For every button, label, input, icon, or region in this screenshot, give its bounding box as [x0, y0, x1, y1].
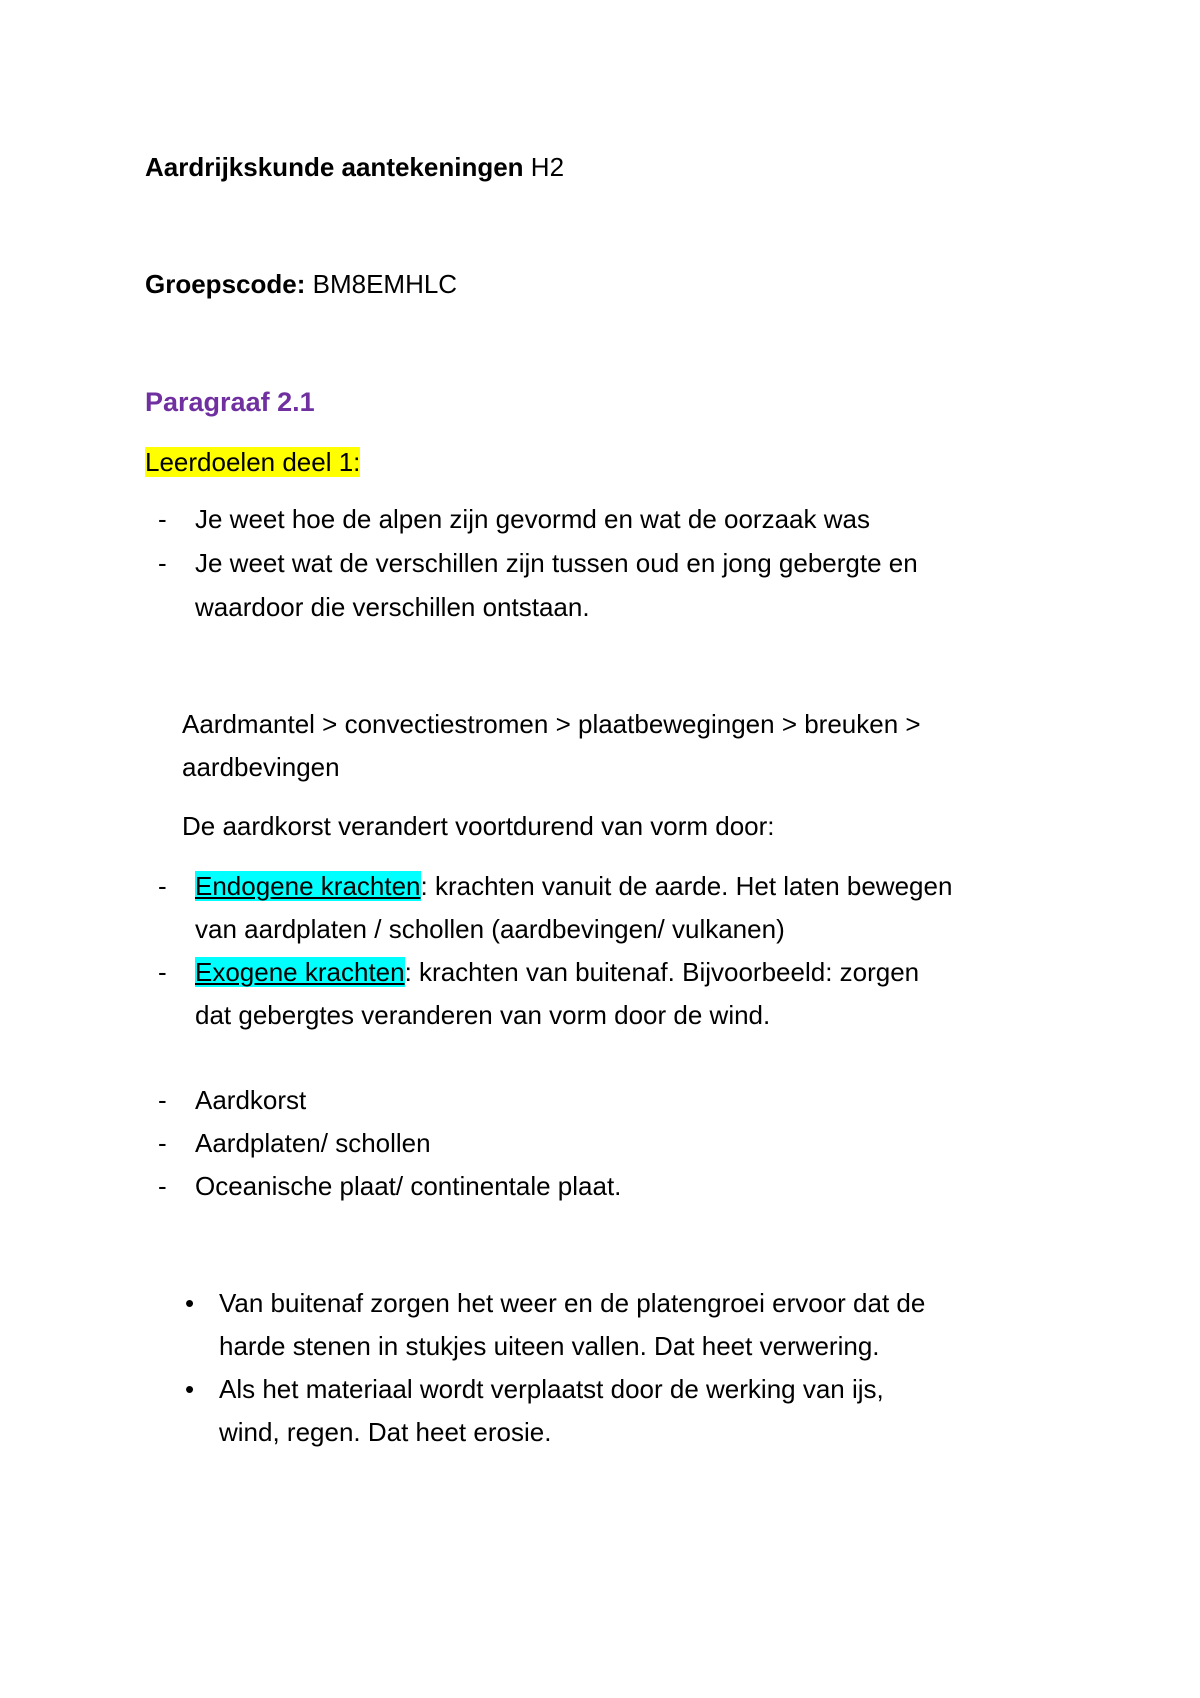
groepscode-label: Groepscode:	[145, 269, 306, 299]
list-marker: -	[158, 1128, 167, 1158]
list-item-text	[195, 869, 952, 903]
list-item-text-cont: harde stenen in stukjes uiteen vallen. Dat heet verwering.	[219, 1331, 880, 1361]
list-item-text: Van buitenaf zorgen het weer en de platengroei ervoor dat de	[219, 1288, 926, 1318]
list-item-text-cont: wind, regen. Dat heet erosie.	[219, 1417, 552, 1447]
list-item-text	[195, 955, 919, 989]
list-marker: -	[158, 1085, 167, 1115]
list-item-text: Als het materiaal wordt verplaatst door de werking van ijs,	[219, 1374, 884, 1404]
list-item-text: Aardkorst	[195, 1085, 307, 1115]
list-marker: -	[158, 1171, 167, 1201]
term-definition: : krachten van buitenaf. Bijvoorbeeld: zorgen	[404, 957, 920, 987]
document-title	[145, 150, 564, 184]
list-marker: -	[158, 871, 167, 901]
title-rest: H2	[530, 152, 565, 182]
list-item-text: Je weet hoe de alpen zijn gevormd en wat de oorzaak was	[195, 504, 870, 534]
term-endogene: Endogene krachten	[195, 871, 421, 901]
intro-text: De aardkorst verandert voortdurend van vorm door:	[182, 811, 775, 841]
list-item-text-cont: dat gebergtes veranderen van vorm door de wind.	[195, 1000, 771, 1030]
title-bold: Aardrijkskunde aantekeningen	[145, 152, 524, 182]
leerdoelen-heading	[145, 445, 360, 479]
leerdoelen-heading-text: Leerdoelen deel 1:	[145, 447, 361, 477]
term-exogene: Exogene krachten	[195, 957, 405, 987]
paragraph-heading: Paragraaf 2.1	[145, 387, 315, 417]
list-item-text: Aardplaten/ schollen	[195, 1128, 431, 1158]
list-marker: -	[158, 548, 167, 578]
groepscode-value: BM8EMHLC	[312, 269, 458, 299]
bullet-marker: •	[185, 1374, 195, 1404]
list-marker: -	[158, 504, 167, 534]
chain-line-2: aardbevingen	[182, 752, 340, 782]
list-item-text: Oceanische plaat/ continentale plaat.	[195, 1171, 622, 1201]
bullet-marker: •	[185, 1288, 195, 1318]
chain-line-1: Aardmantel > convectiestromen > plaatbewegingen > breuken >	[182, 709, 921, 739]
list-item-text-cont: waardoor die verschillen ontstaan.	[195, 592, 590, 622]
list-marker: -	[158, 957, 167, 987]
list-item-text: Je weet wat de verschillen zijn tussen oud en jong gebergte en	[195, 548, 918, 578]
term-definition: : krachten vanuit de aarde. Het laten bewegen	[420, 871, 953, 901]
groepscode-line	[145, 267, 457, 301]
list-item-text-cont: van aardplaten / schollen (aardbevingen/ vulkanen)	[195, 914, 785, 944]
